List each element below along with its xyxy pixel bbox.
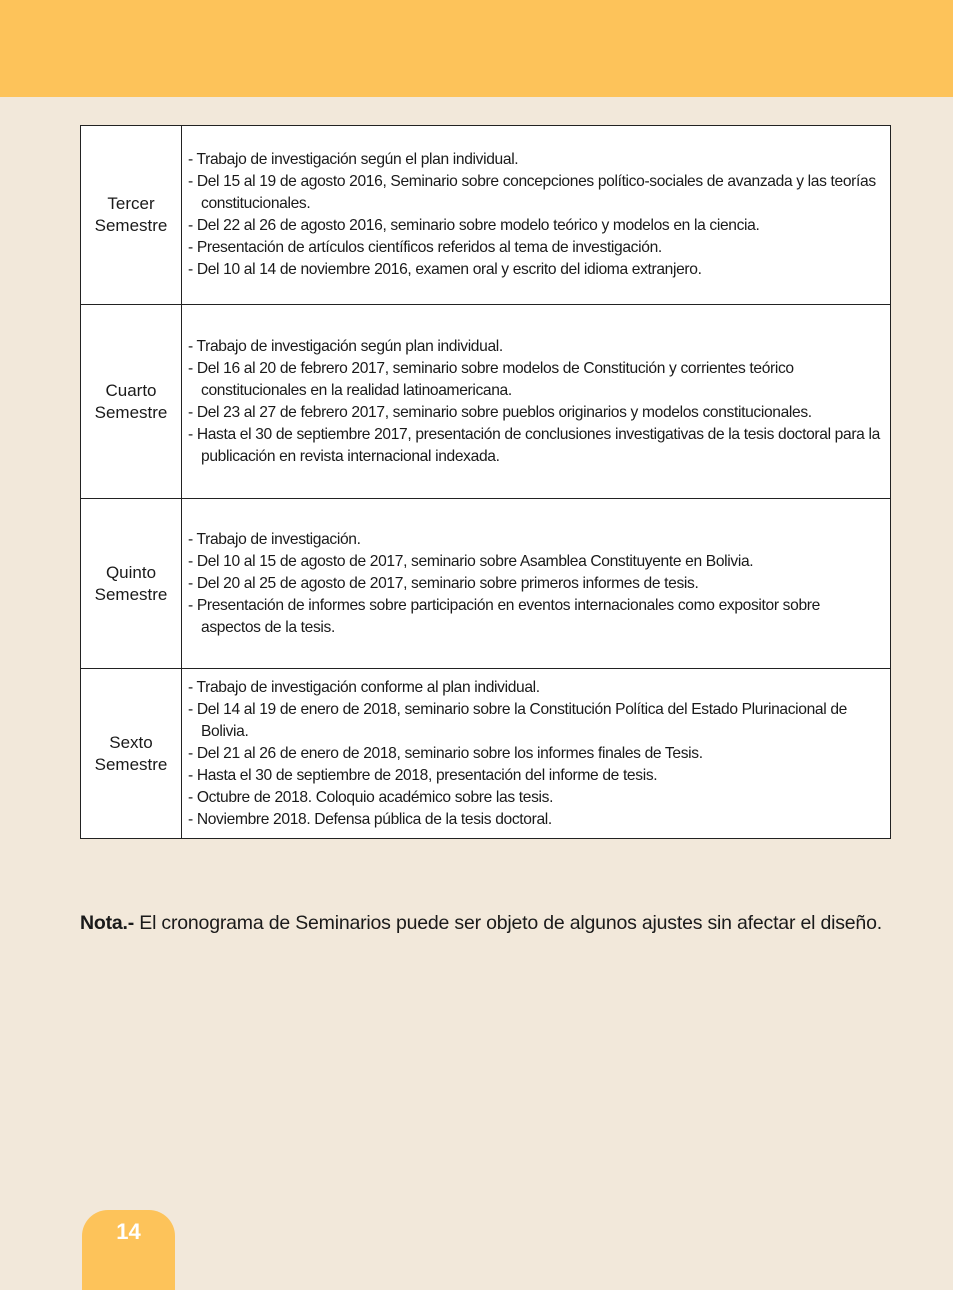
activity-item: - Octubre de 2018. Coloquio académico sobre las tesis. [188, 787, 882, 809]
activity-item: - Noviembre 2018. Defensa pública de la tesis doctoral. [188, 809, 882, 831]
activity-list [188, 529, 882, 639]
activity-item: - Trabajo de investigación. [188, 529, 882, 551]
activity-item: - Del 10 al 14 de noviembre 2016, examen oral y escrito del idioma extranjero. [188, 259, 882, 281]
table-row [81, 669, 891, 839]
activity-list [188, 149, 882, 281]
activities-cell [182, 126, 891, 305]
semester-label: Semestre [94, 584, 168, 604]
activity-item: - Trabajo de investigación conforme al plan individual. [188, 677, 882, 699]
semester-label: Semestre [94, 754, 168, 774]
activities-cell [182, 499, 891, 669]
activities-cell [182, 305, 891, 499]
activity-list [188, 336, 882, 468]
activity-list [188, 677, 882, 831]
semester-label: Semestre [94, 216, 168, 235]
schedule-table [80, 125, 891, 839]
activity-item: - Trabajo de investigación según plan individual. [188, 336, 882, 358]
semester-cell [81, 669, 182, 839]
semester-label: Semestre [94, 402, 168, 422]
activity-item: - Del 22 al 26 de agosto 2016, seminario sobre modelo teórico y modelos en la ciencia. [188, 215, 882, 237]
activities-cell [182, 669, 891, 839]
activity-item: - Presentación de informes sobre participación en eventos internacionales como expositor sobre aspectos de la tesis. [188, 595, 882, 639]
activity-item: - Del 14 al 19 de enero de 2018, seminario sobre la Constitución Política del Estado Plurinacional de Bolivia. [188, 699, 882, 743]
activity-item: - Del 15 al 19 de agosto 2016, Seminario sobre concepciones político-sociales de avanzada y las teorías constitucionales. [188, 171, 882, 215]
activity-item: - Del 16 al 20 de febrero 2017, seminario sobre modelos de Constitución y corrientes teórico constitucionales en la realidad latinoamericana. [188, 358, 882, 402]
semester-cell [81, 305, 182, 499]
activity-item: - Hasta el 30 de septiembre de 2018, presentación del informe de tesis. [188, 765, 882, 787]
activity-item: - Del 10 al 15 de agosto de 2017, seminario sobre Asamblea Constituyente en Bolivia. [188, 551, 882, 573]
activity-item: - Del 20 al 25 de agosto de 2017, seminario sobre primeros informes de tesis. [188, 573, 882, 595]
page-number: 14 [116, 1219, 141, 1244]
semester-label: Tercer [107, 194, 155, 213]
semester-label: Cuarto [105, 380, 157, 400]
semester-cell [81, 126, 182, 305]
activity-item: - Del 23 al 27 de febrero 2017, seminario sobre pueblos originarios y modelos constitucionales. [188, 402, 882, 424]
note-paragraph [80, 908, 892, 939]
activity-item: - Trabajo de investigación según el plan individual. [188, 149, 882, 171]
header-band [0, 0, 953, 97]
semester-label: Sexto [109, 732, 153, 752]
table-row [81, 126, 891, 305]
note-label: Nota.- [80, 911, 135, 934]
table-row [81, 499, 891, 669]
activity-item: - Hasta el 30 de septiembre 2017, presentación de conclusiones investigativas de la tesis doctoral para la publicación en revista internacional indexada. [188, 424, 882, 468]
activity-item: - Del 21 al 26 de enero de 2018, seminario sobre los informes finales de Tesis. [188, 743, 882, 765]
semester-label: Quinto [105, 562, 157, 582]
table-row [81, 305, 891, 499]
semester-cell [81, 499, 182, 669]
page-number-tab [82, 1210, 175, 1290]
activity-item: - Presentación de artículos científicos referidos al tema de investigación. [188, 237, 882, 259]
note-text: El cronograma de Seminarios puede ser objeto de algunos ajustes sin afectar el diseño. [134, 911, 882, 934]
